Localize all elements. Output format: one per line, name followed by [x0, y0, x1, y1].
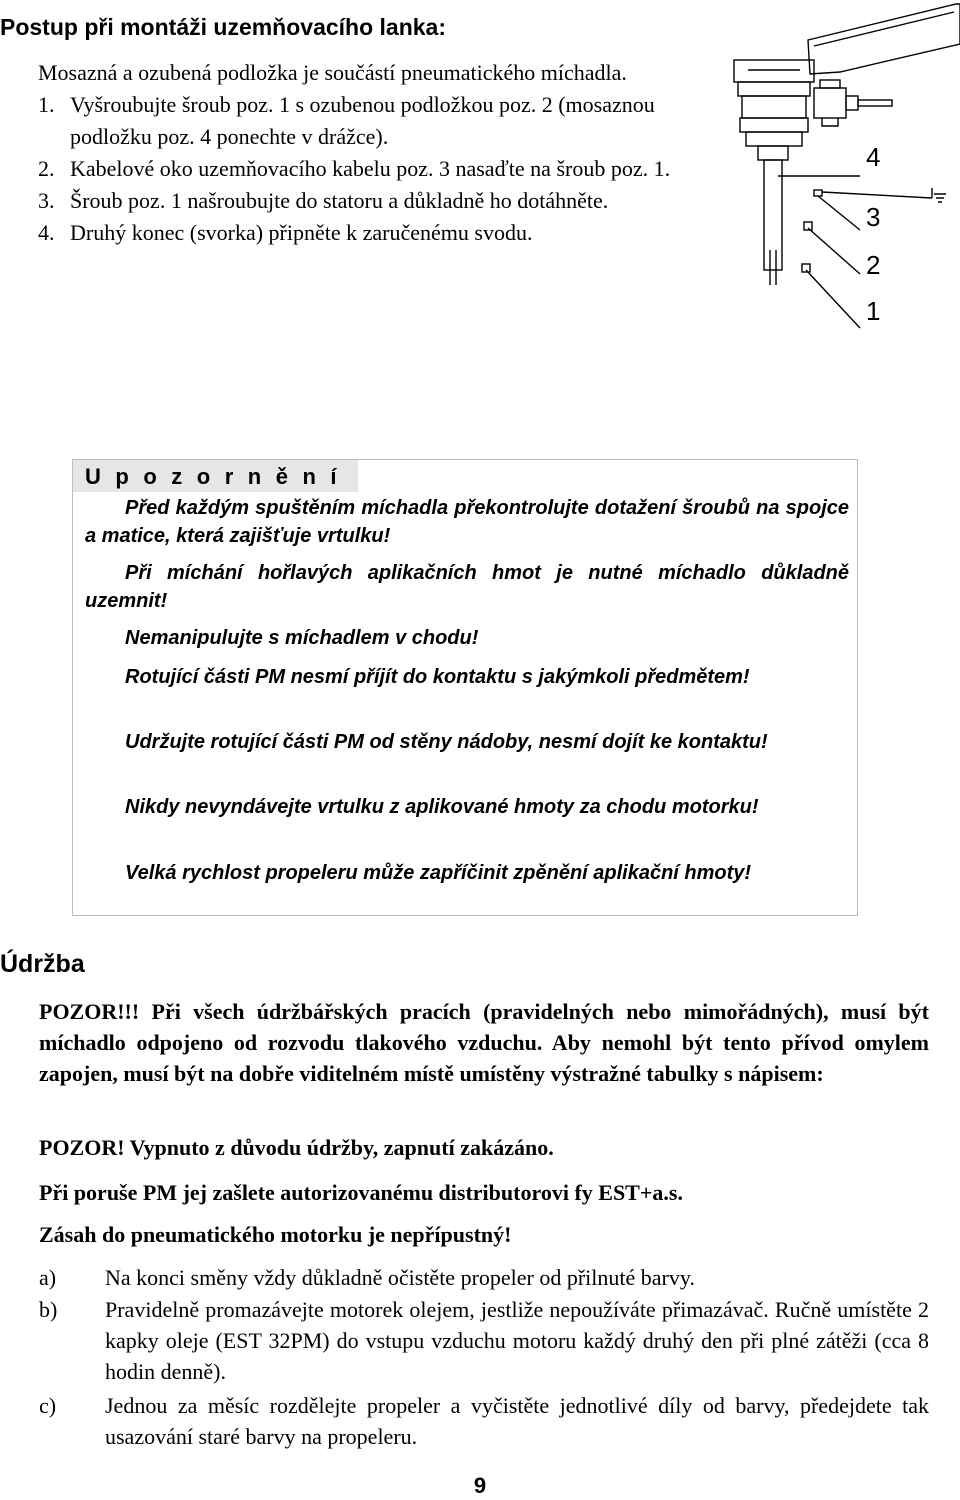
part-label-3: 3 [866, 202, 881, 232]
maintenance-notice: POZOR!!! Při všech údržbářských pracích (pravidelných nebo mimořádných), musí být míchadlo odpojeno od rozvodu tlakového vzduchu. Aby nemohl být tento přívod omylem zapojen, musí být na dobře viditelném místě umístěny výstražné tabulky s nápisem: [39, 999, 929, 1086]
warning-title: Upozornění [85, 464, 351, 489]
warning-paragraph: Rotující části PM nesmí příjít do kontaktu s jakýmkoli předmětem! [125, 666, 750, 688]
warning-paragraph: Velká rychlost propeleru může zapříčinit zpěnění aplikační hmoty! [125, 862, 752, 884]
intro-paragraph: Mosazná a ozubená podložka je součástí pneumatického míchadla. [38, 60, 627, 85]
item-text: Pravidelně promazávejte motorek olejem, jestliže nepoužíváte přimazávač. Ručně umístěte 2 kapky oleje (EST 32PM) do vstupu vzduchu motoru každý druhý den při plné zátěži (cca 8 hodin denně). [105, 1297, 929, 1384]
part-label-4: 4 [866, 142, 881, 172]
item-text: Na konci směny vždy důkladně očistěte propeler od přilnuté barvy. [105, 1265, 695, 1290]
motor-note: Zásah do pneumatického motorku je nepřípustný! [39, 1222, 512, 1247]
step-number: 3. [38, 188, 55, 213]
section-title: Postup při montáži uzemňovacího lanka: [0, 14, 447, 40]
item-letter: c) [39, 1393, 57, 1418]
warning-paragraph: Nikdy nevyndávejte vrtulku z aplikované hmoty za chodu motorku! [125, 796, 759, 818]
page-number: 9 [473, 1473, 487, 1498]
part-label-1: 1 [866, 296, 881, 326]
step-number: 2. [38, 156, 55, 181]
mounting-instructions [0, 57, 702, 249]
warning-paragraph: Před každým spuštěním míchadla překontrolujte dotažení šroubů na spojce a matice, která zajišťuje vrtulku! [85, 497, 849, 547]
mixer-grounding-diagram [730, 0, 960, 340]
steps-list [0, 89, 702, 249]
part-label-2: 2 [866, 250, 881, 280]
warning-paragraph: Nemanipulujte s míchadlem v chodu! [125, 627, 479, 649]
step-item [0, 217, 702, 249]
warning-box [72, 459, 858, 916]
step-item [0, 153, 702, 185]
item-letter: b) [39, 1297, 58, 1322]
warning-paragraph: Udržujte rotující části PM od stěny nádoby, nesmí dojít ke kontaktu! [125, 731, 768, 753]
step-item [0, 185, 702, 217]
step-text: Kabelové oko uzemňovacího kabelu poz. 3 nasaďte na šroub poz. 1. [70, 156, 671, 181]
item-letter: a) [39, 1265, 57, 1290]
warning-sign-text: POZOR! Vypnuto z důvodu údržby, zapnutí zakázáno. [39, 1135, 554, 1160]
step-text: Šroub poz. 1 našroubujte do statoru a důkladně ho dotáhněte. [70, 188, 609, 213]
item-text: Jednou za měsíc rozdělejte propeler a vyčistěte jednotlivé díly od barvy, předejdete tak usazování staré barvy na propeleru. [105, 1393, 929, 1449]
step-number: 1. [38, 92, 55, 117]
repair-note: Při poruše PM jej zašlete autorizovanému distributorovi fy EST+a.s. [39, 1180, 683, 1205]
step-item [0, 89, 702, 153]
step-number: 4. [38, 220, 55, 245]
maintenance-title: Údržba [0, 950, 85, 978]
step-text: Vyšroubujte šroub poz. 1 s ozubenou podložkou poz. 2 (mosaznou podložku poz. 4 ponechte v drážce). [70, 92, 655, 149]
warning-paragraph: Při míchání hořlavých aplikačních hmot je nutné míchadlo důkladně uzemnit! [85, 562, 849, 612]
step-text: Druhý konec (svorka) připněte k zaručenému svodu. [70, 220, 533, 245]
mixer-drawing [730, 0, 960, 340]
